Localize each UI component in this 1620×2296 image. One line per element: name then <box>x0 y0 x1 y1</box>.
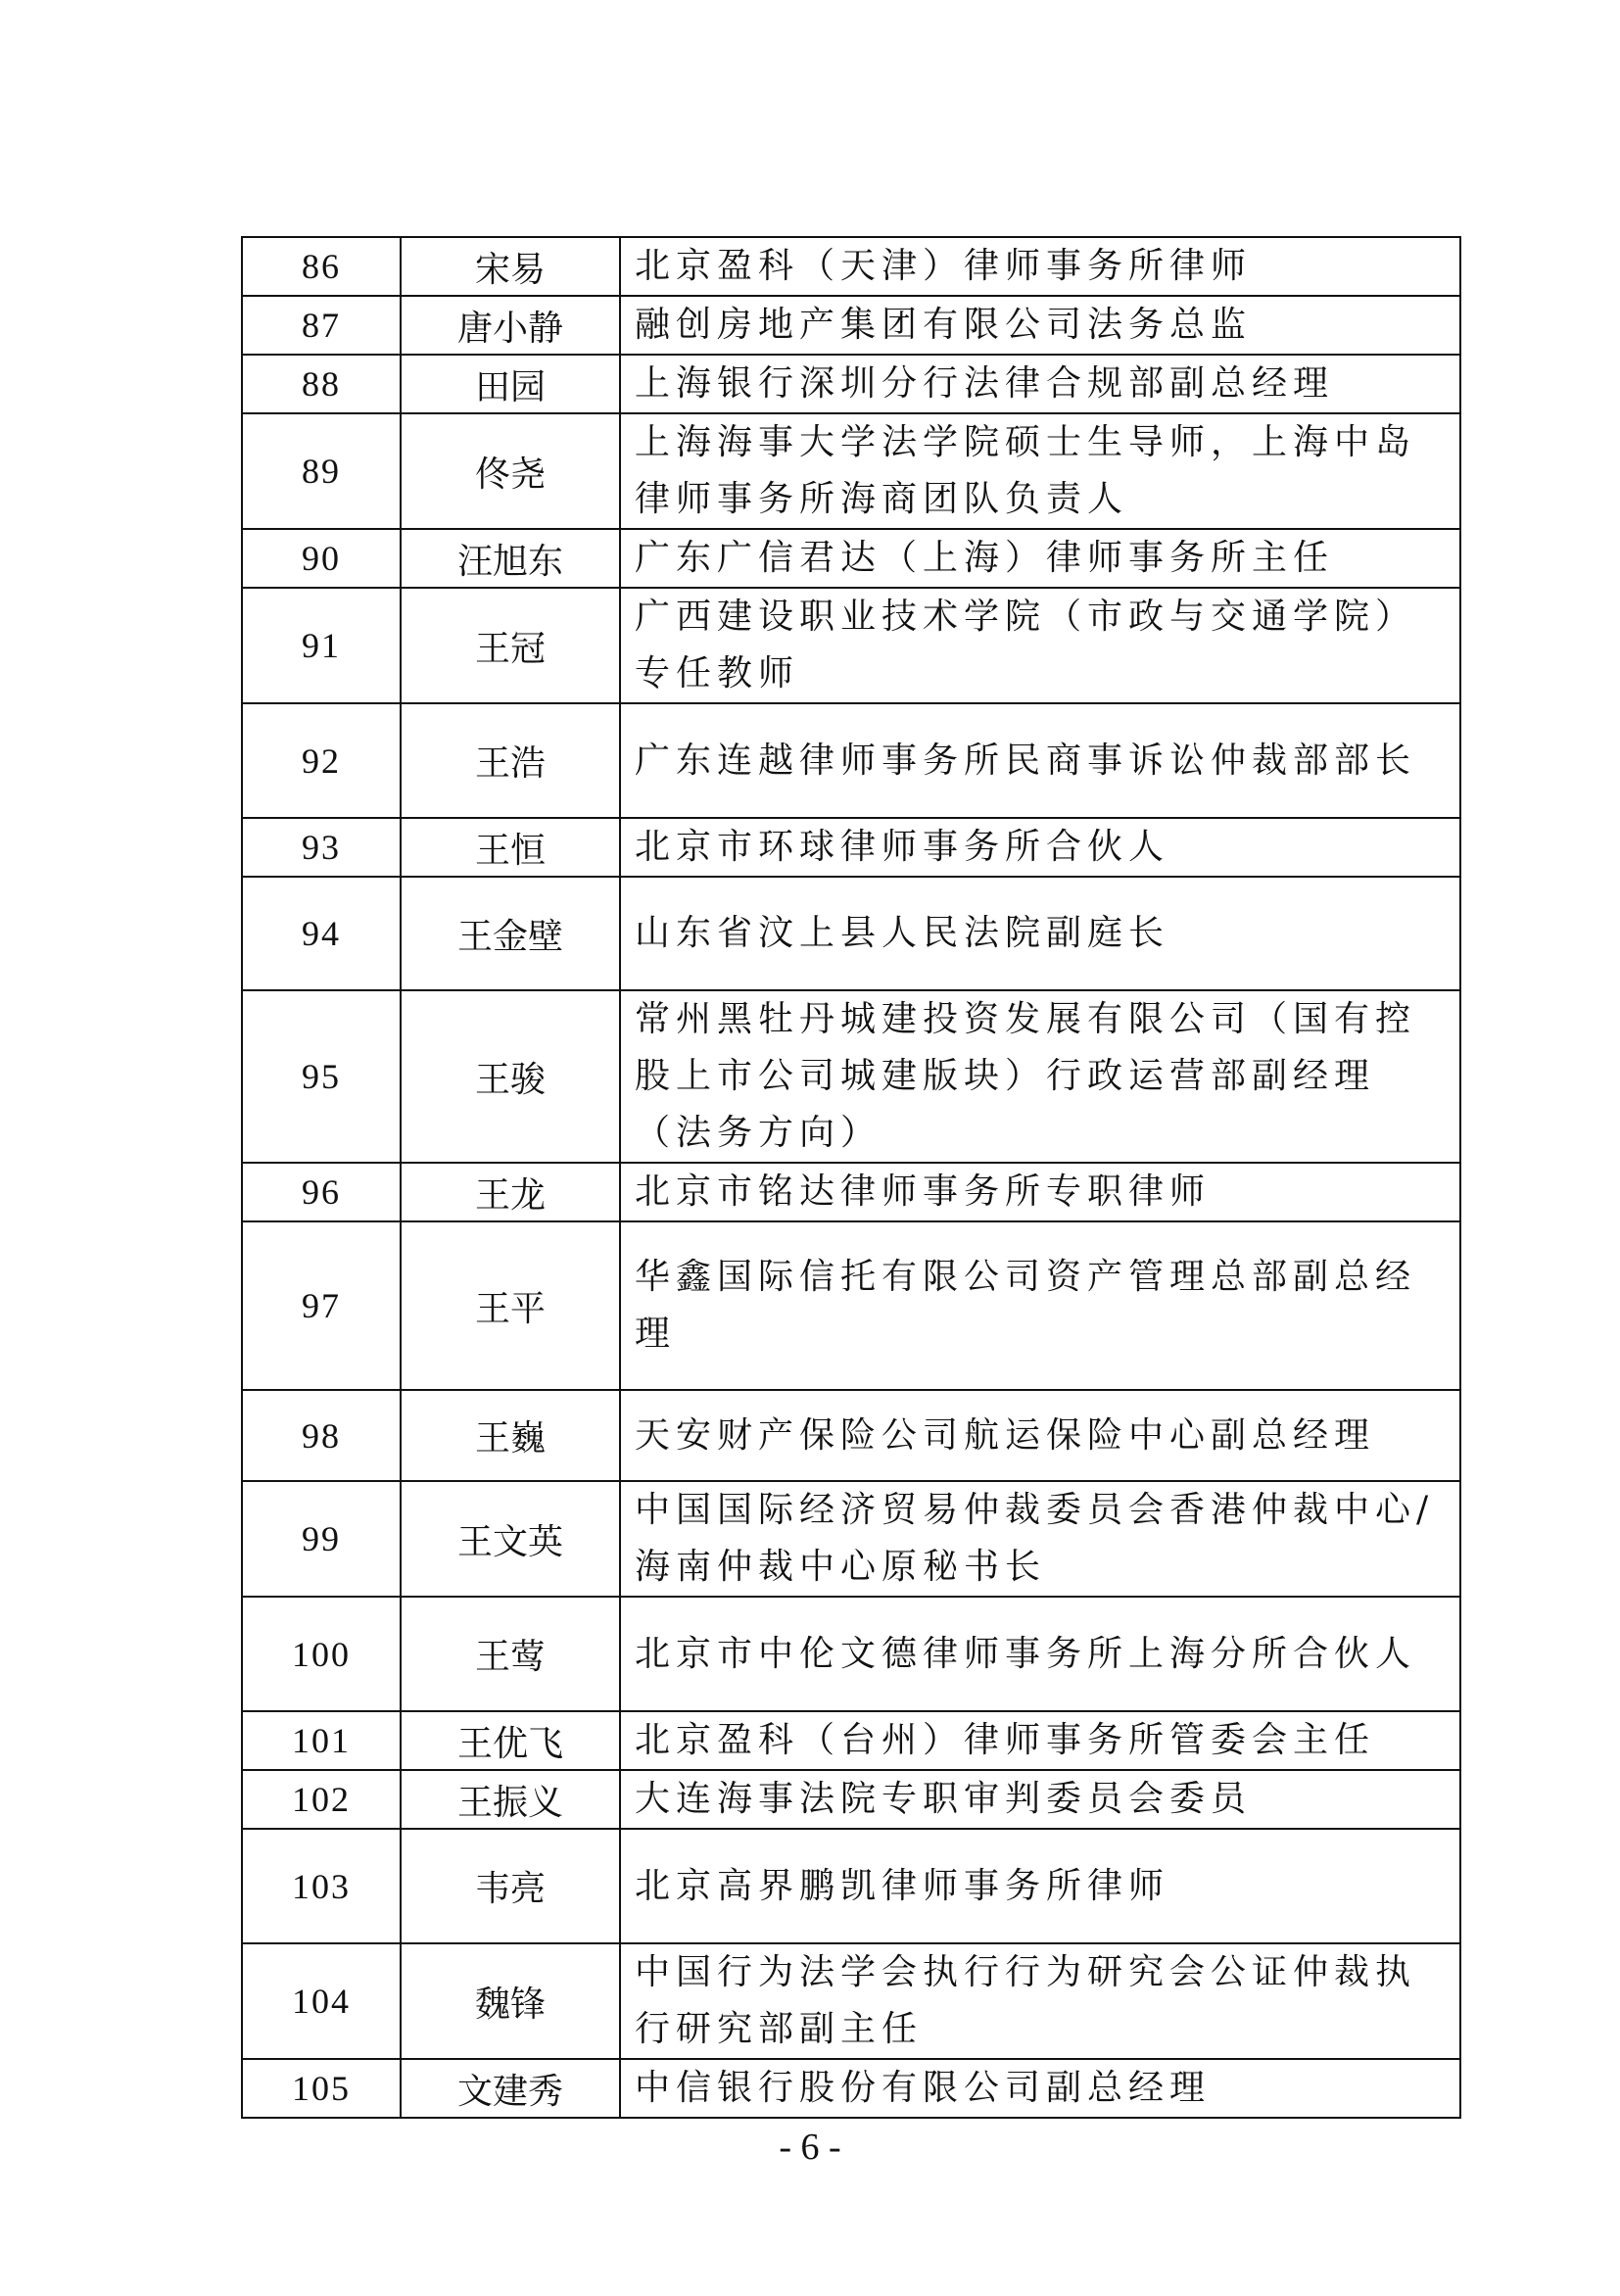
person-name: 王龙 <box>401 1163 620 1221</box>
person-name: 佟尧 <box>401 413 620 529</box>
row-number: 101 <box>242 1711 401 1770</box>
table-row <box>242 818 1460 877</box>
row-number: 88 <box>242 355 401 413</box>
table-row <box>242 296 1460 355</box>
table-row <box>242 1829 1460 1943</box>
person-name: 王振义 <box>401 1770 620 1829</box>
person-name: 王平 <box>401 1221 620 1390</box>
person-name: 田园 <box>401 355 620 413</box>
row-number: 98 <box>242 1390 401 1481</box>
table-row <box>242 237 1460 296</box>
person-name: 王恒 <box>401 818 620 877</box>
person-name: 王文英 <box>401 1481 620 1597</box>
row-number: 99 <box>242 1481 401 1597</box>
row-number: 92 <box>242 703 401 818</box>
organization-title: 北京高界鹏凯律师事务所律师 <box>620 1829 1460 1943</box>
organization-title: 中国行为法学会执行行为研究会公证仲裁执行研究部副主任 <box>620 1943 1460 2059</box>
table-row <box>242 1943 1460 2059</box>
person-name: 王浩 <box>401 703 620 818</box>
organization-title: 常州黑牡丹城建投资发展有限公司（国有控股上市公司城建版块）行政运营部副经理（法务方向） <box>620 990 1460 1163</box>
members-table <box>241 236 1461 2119</box>
row-number: 97 <box>242 1221 401 1390</box>
person-name: 魏锋 <box>401 1943 620 2059</box>
table-row <box>242 1390 1460 1481</box>
table-row <box>242 1163 1460 1221</box>
row-number: 86 <box>242 237 401 296</box>
row-number: 89 <box>242 413 401 529</box>
table-row <box>242 529 1460 588</box>
organization-title: 北京盈科（天津）律师事务所律师 <box>620 237 1460 296</box>
person-name: 文建秀 <box>401 2059 620 2118</box>
person-name: 王冠 <box>401 588 620 703</box>
row-number: 103 <box>242 1829 401 1943</box>
person-name: 王优飞 <box>401 1711 620 1770</box>
row-number: 94 <box>242 877 401 990</box>
table-row <box>242 588 1460 703</box>
organization-title: 上海银行深圳分行法律合规部副总经理 <box>620 355 1460 413</box>
table-row <box>242 1221 1460 1390</box>
row-number: 96 <box>242 1163 401 1221</box>
table-row <box>242 413 1460 529</box>
person-name: 王骏 <box>401 990 620 1163</box>
row-number: 90 <box>242 529 401 588</box>
organization-title: 广东连越律师事务所民商事诉讼仲裁部部长 <box>620 703 1460 818</box>
table-row <box>242 1770 1460 1829</box>
person-name: 王金壁 <box>401 877 620 990</box>
table-row <box>242 2059 1460 2118</box>
table-row <box>242 355 1460 413</box>
person-name: 韦亮 <box>401 1829 620 1943</box>
table-row <box>242 1597 1460 1711</box>
organization-title: 北京盈科（台州）律师事务所管委会主任 <box>620 1711 1460 1770</box>
row-number: 102 <box>242 1770 401 1829</box>
table-row <box>242 703 1460 818</box>
organization-title: 天安财产保险公司航运保险中心副总经理 <box>620 1390 1460 1481</box>
organization-title: 中国国际经济贸易仲裁委员会香港仲裁中心/海南仲裁中心原秘书长 <box>620 1481 1460 1597</box>
person-name: 王莺 <box>401 1597 620 1711</box>
page-number: - 6 - <box>779 2127 841 2168</box>
person-name: 宋易 <box>401 237 620 296</box>
organization-title: 北京市环球律师事务所合伙人 <box>620 818 1460 877</box>
organization-title: 广东广信君达（上海）律师事务所主任 <box>620 529 1460 588</box>
row-number: 87 <box>242 296 401 355</box>
organization-title: 大连海事法院专职审判委员会委员 <box>620 1770 1460 1829</box>
row-number: 105 <box>242 2059 401 2118</box>
row-number: 100 <box>242 1597 401 1711</box>
table-row <box>242 1481 1460 1597</box>
person-name: 唐小静 <box>401 296 620 355</box>
person-name: 王巍 <box>401 1390 620 1481</box>
organization-title: 北京市中伦文德律师事务所上海分所合伙人 <box>620 1597 1460 1711</box>
row-number: 91 <box>242 588 401 703</box>
organization-title: 融创房地产集团有限公司法务总监 <box>620 296 1460 355</box>
organization-title: 北京市铭达律师事务所专职律师 <box>620 1163 1460 1221</box>
organization-title: 山东省汶上县人民法院副庭长 <box>620 877 1460 990</box>
table-row <box>242 990 1460 1163</box>
organization-title: 广西建设职业技术学院（市政与交通学院）专任教师 <box>620 588 1460 703</box>
organization-title: 中信银行股份有限公司副总经理 <box>620 2059 1460 2118</box>
row-number: 104 <box>242 1943 401 2059</box>
organization-title: 上海海事大学法学院硕士生导师，上海中岛律师事务所海商团队负责人 <box>620 413 1460 529</box>
row-number: 93 <box>242 818 401 877</box>
row-number: 95 <box>242 990 401 1163</box>
table-row <box>242 1711 1460 1770</box>
table-body <box>242 237 1460 2118</box>
person-name: 汪旭东 <box>401 529 620 588</box>
table-row <box>242 877 1460 990</box>
organization-title: 华鑫国际信托有限公司资产管理总部副总经理 <box>620 1221 1460 1390</box>
